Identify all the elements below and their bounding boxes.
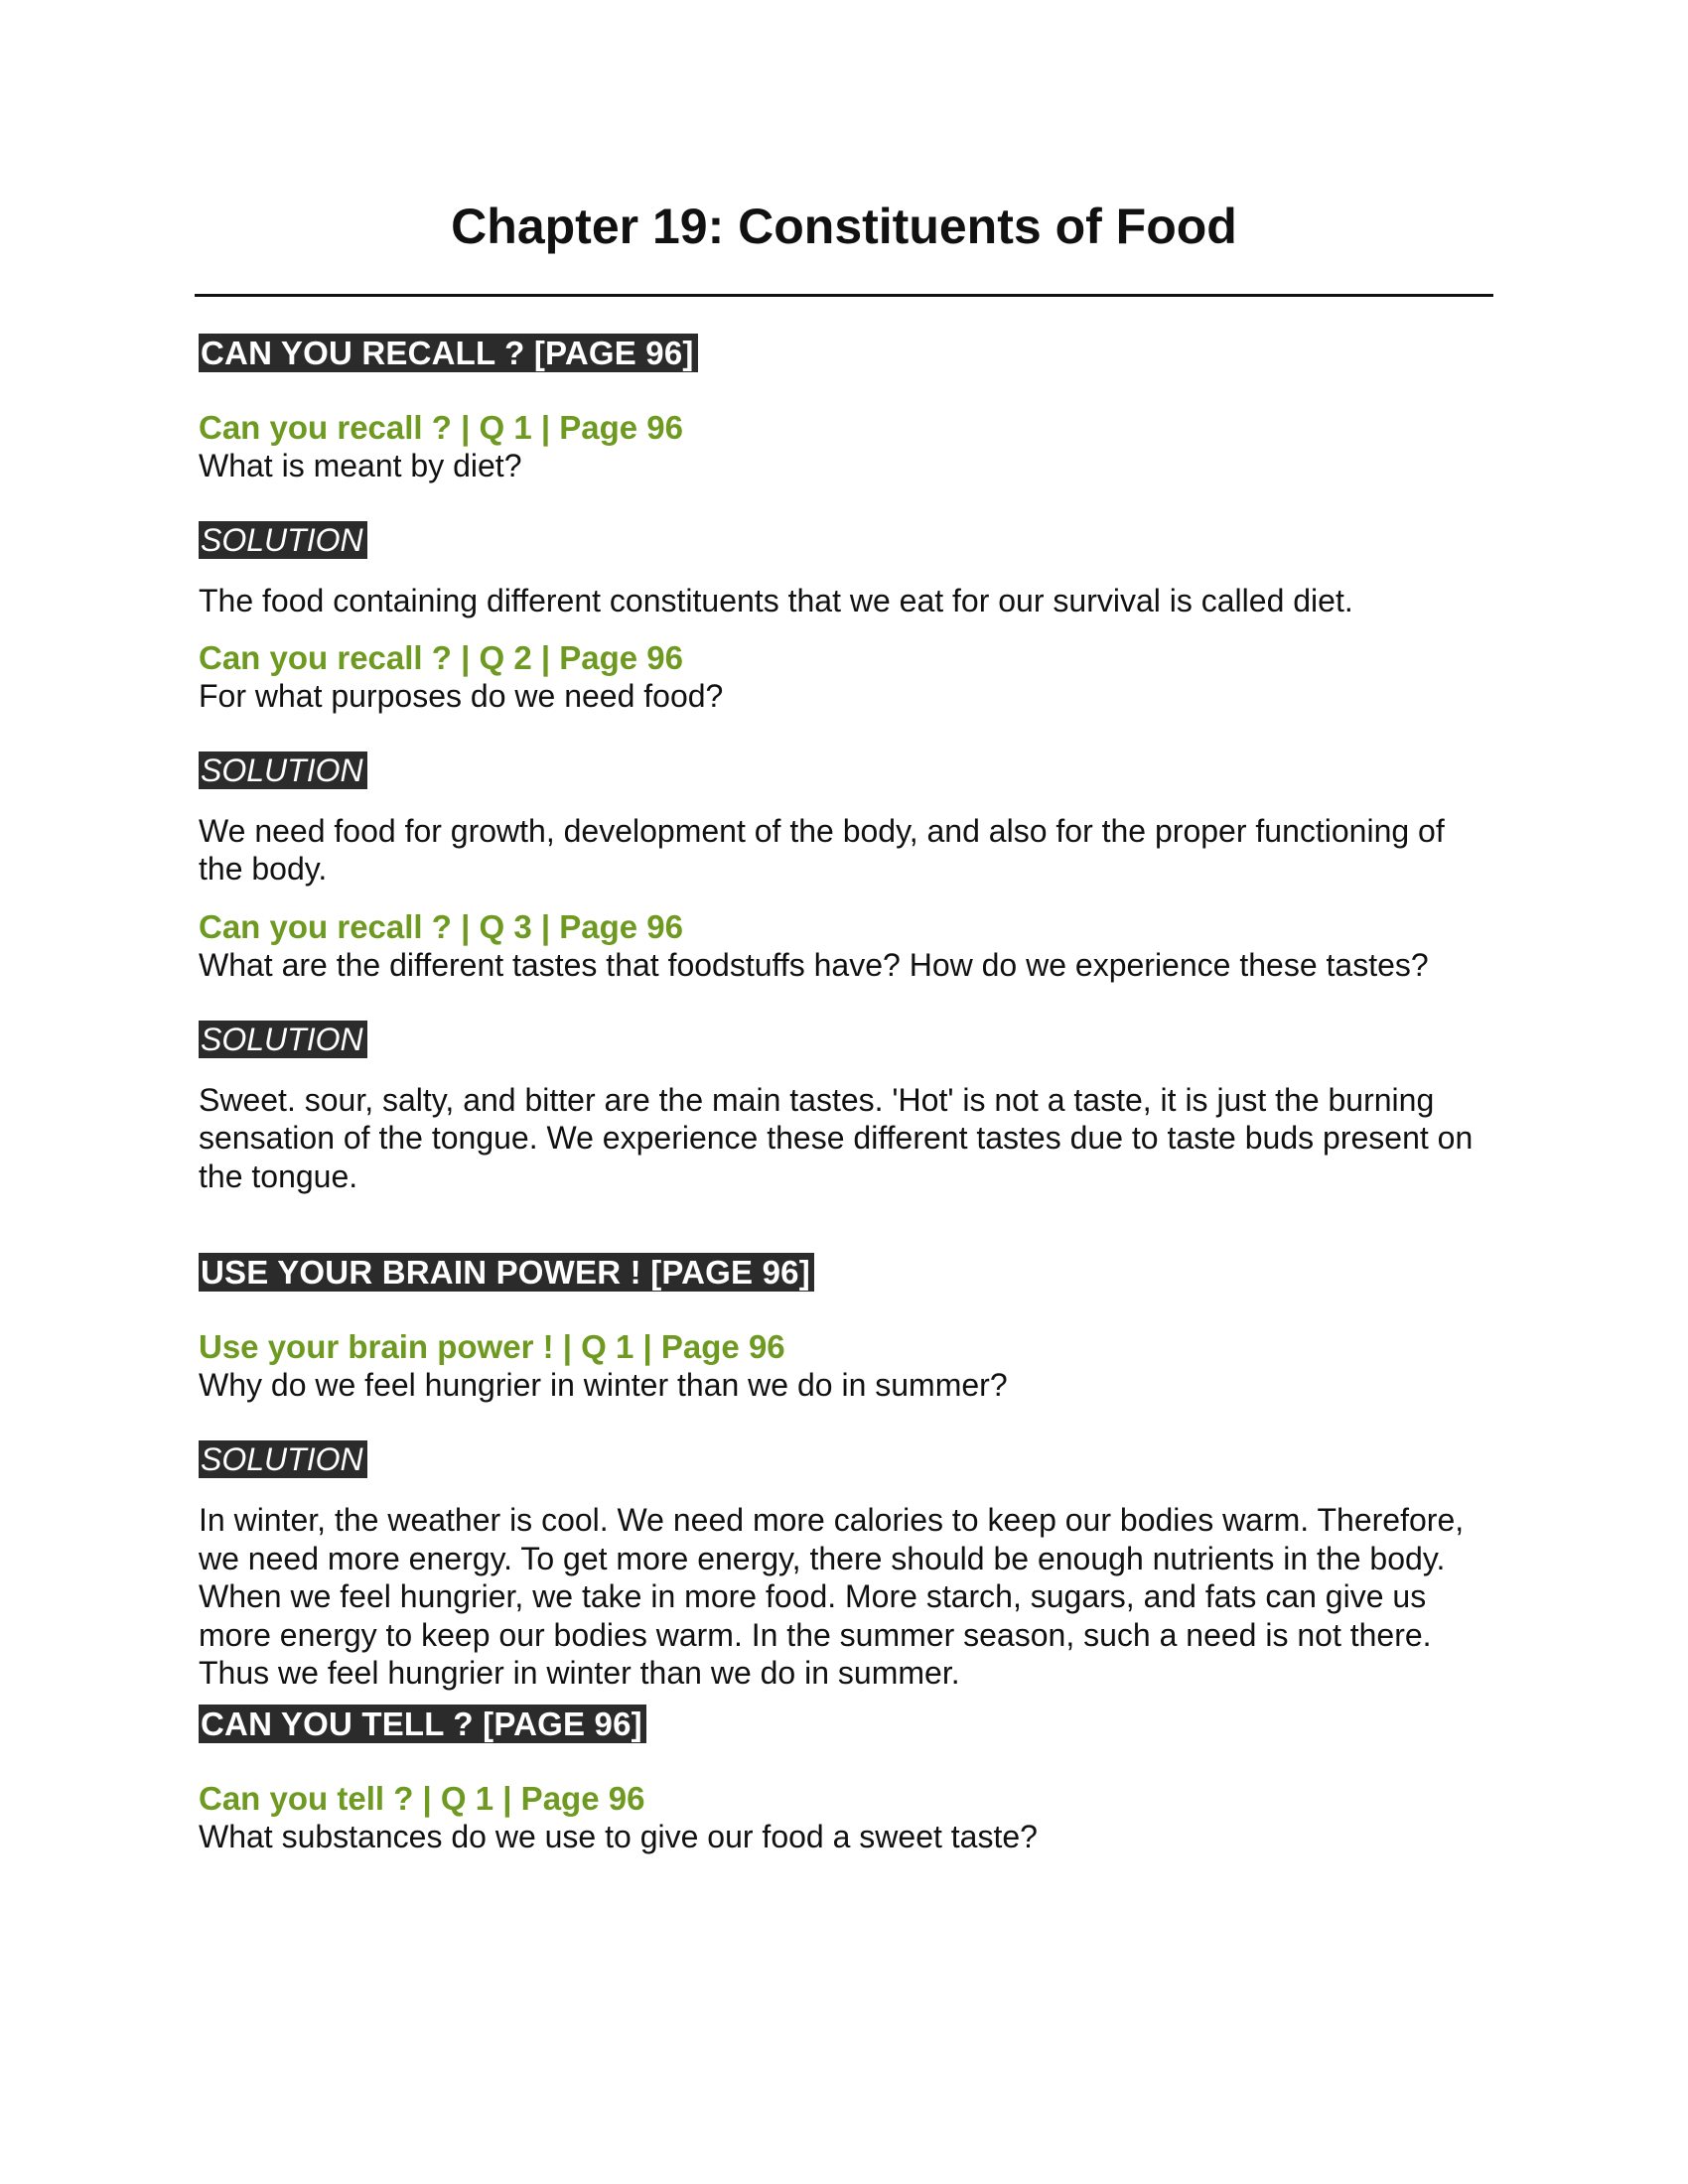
question-block: [199, 639, 1489, 715]
question-block: [199, 409, 1489, 484]
answer-text: The food containing different constituents that we eat for our survival is called diet.: [199, 583, 1353, 618]
question-title: Can you recall ? | Q 2 | Page 96: [199, 638, 683, 676]
solution-label: SOLUTION: [199, 751, 367, 789]
question-title: Can you tell ? | Q 1 | Page 96: [199, 1779, 645, 1817]
content-area: [199, 334, 1489, 1855]
question-text: Why do we feel hungrier in winter than we do in summer?: [199, 1367, 1008, 1403]
question-text: What are the different tastes that foodstuffs have? How do we experience these tastes?: [199, 946, 1429, 983]
solution-label: SOLUTION: [199, 1021, 367, 1058]
chapter-title: Chapter 19: Constituents of Food: [451, 199, 1237, 254]
question-title: Can you recall ? | Q 1 | Page 96: [199, 409, 683, 446]
section-header-tell: CAN YOU TELL ? [PAGE 96]: [199, 1705, 646, 1743]
solution-label: SOLUTION: [199, 1440, 367, 1478]
question-block: [199, 1328, 1489, 1404]
answer-text: In winter, the weather is cool. We need more calories to keep our bodies warm. Therefore, we need more energy. To get more energy, there should be enough nutrients in the body. When we feel hungrier, we take in more food. More starch, sugars, and fats can give us more energy to keep our bodies warm. In the summer season, such a need is not there. Thus we feel hungrier in winter than we do in summer.: [199, 1502, 1465, 1691]
question-text: What substances do we use to give our food a sweet taste?: [199, 1818, 1038, 1854]
answer-text: We need food for growth, development of the body, and also for the proper functioning of the body.: [199, 812, 1445, 887]
question-text: For what purposes do we need food?: [199, 677, 724, 714]
question-title: Use your brain power ! | Q 1 | Page 96: [199, 1328, 785, 1365]
question-block: [199, 1780, 1489, 1855]
question-text: What is meant by diet?: [199, 448, 522, 483]
answer-text: Sweet. sour, salty, and bitter are the main tastes. 'Hot' is not a taste, it is just the burning sensation of the tongue. We experience these different tastes due to taste buds present on the tongue.: [199, 1081, 1474, 1194]
title-divider: [195, 294, 1493, 297]
section-header-brain-power: USE YOUR BRAIN POWER ! [PAGE 96]: [199, 1253, 814, 1292]
question-block: [199, 908, 1489, 984]
question-title: Can you recall ? | Q 3 | Page 96: [199, 907, 683, 945]
section-header-recall: CAN YOU RECALL ? [PAGE 96]: [199, 334, 698, 372]
solution-label: SOLUTION: [199, 521, 367, 559]
